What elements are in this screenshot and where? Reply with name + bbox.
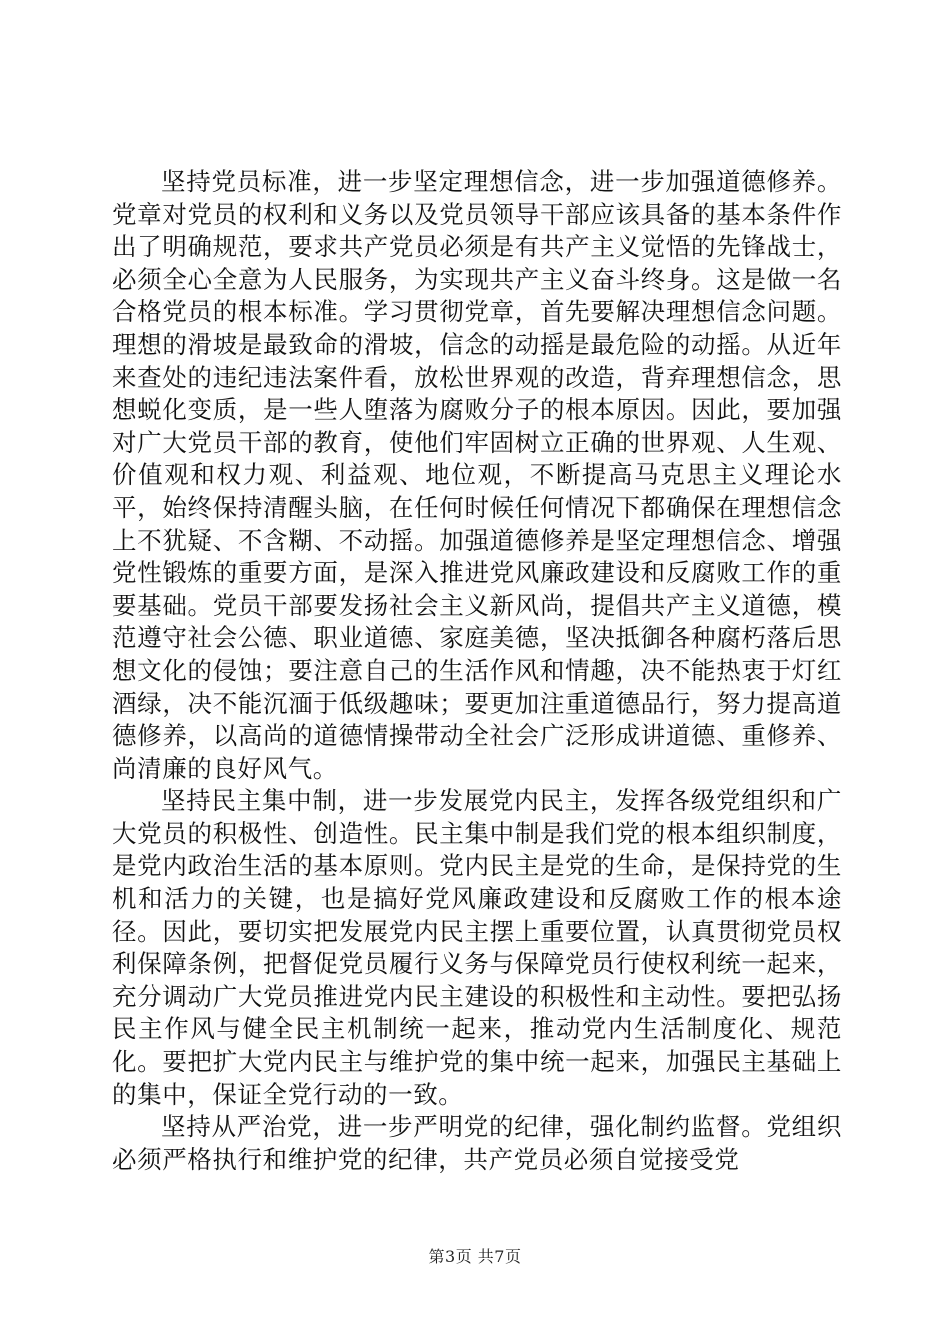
page-number-footer: 第3页 共7页 — [428, 1247, 522, 1266]
paragraph-party-member-standard: 坚持党员标准，进一步坚定理想信念，进一步加强道德修养。党章对党员的权利和义务以及党员领导干部应该具备的基本条件作出了明确规范，要求共产党员必须是有共产主义觉悟的先锋战士，必须全心全意为人民服务，为实现共产主义奋斗终身。这是做一名合格党员的根本标准。学习贯彻党章，首先要解决理想信念问题。理想的滑坡是最致命的滑坡，信念的动摇是最危险的动摇。从近年来查处的违纪违法案件看，放松世界观的改造，背弃理想信念，思想蜕化变质，是一些人堕落为腐败分子的根本原因。因此，要加强对广大党员干部的教育，使他们牢固树立正确的世界观、人生观、价值观和权力观、利益观、地位观，不断提高马克思主义理论水平，始终保持清醒头脑，在任何时候任何情况下都确保在理想信念上不犹疑、不含糊、不动摇。加强道德修养是坚定理想信念、增强党性锻炼的重要方面，是深入推进党风廉政建设和反腐败工作的重要基础。党员干部要发扬社会主义新风尚，提倡共产主义道德，模范遵守社会公德、职业道德、家庭美德，坚决抵御各种腐朽落后思想文化的侵蚀；要注意自己的生活作风和情趣，决不能热衷于灯红酒绿，决不能沉湎于低级趣味；要更加注重道德品行，努力提高道德修养，以高尚的道德情操带动全社会广泛形成讲道德、重修养、尚清廉的良好风气。 — [112, 167, 842, 783]
paragraph-democratic-centralism: 坚持民主集中制，进一步发展党内民主，发挥各级党组织和广大党员的积极性、创造性。民主集中制是我们党的根本组织制度，是党内政治生活的基本原则。党内民主是党的生命，是保持党的生机和活力的关键，也是搞好党风廉政建设和反腐败工作的根本途径。因此，要切实把发展党内民主摆上重要位置，认真贯彻党员权利保障条例，把督促党员履行义务与保障党员行使权利统一起来，充分调动广大党员推进党内民主建设的积极性和主动性。要把弘扬民主作风与健全民主机制统一起来，推动党内生活制度化、规范化。要把扩大党内民主与维护党的集中统一起来，加强民主基础上的集中，保证全党行动的一致。 — [112, 786, 842, 1109]
paragraph-strict-party-governance: 坚持从严治党，进一步严明党的纪律，强化制约监督。党组织必须严格执行和维护党的纪律，共产党员必须自觉接受党 — [112, 1112, 842, 1174]
document-body — [112, 166, 842, 1176]
